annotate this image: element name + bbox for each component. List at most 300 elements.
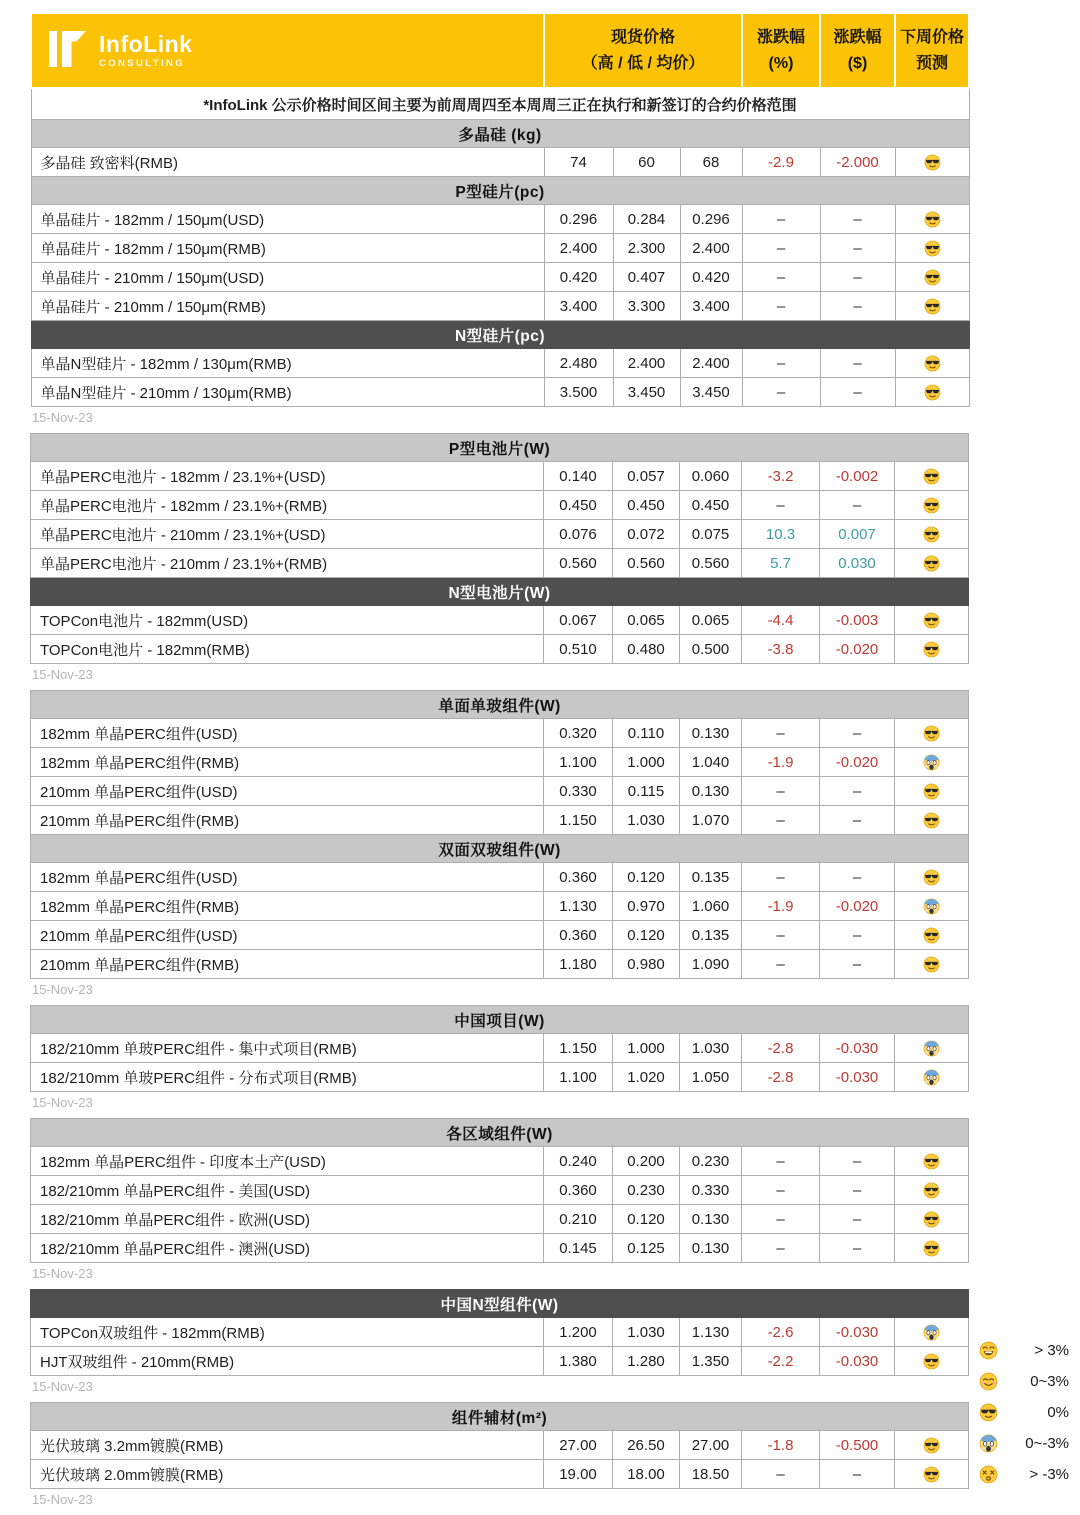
product-name-cell: 182/210mm 单晶PERC组件 - 欧洲(USD): [31, 1205, 544, 1234]
section-header: 中国N型组件(W): [31, 1290, 969, 1318]
avg-price-cell: 2.400: [680, 349, 742, 378]
forecast-cell: [895, 549, 969, 578]
table-row: [31, 635, 969, 664]
product-name-cell: 单晶PERC电池片 - 210mm / 23.1%+(RMB): [31, 549, 544, 578]
avg-price-cell: 1.060: [680, 892, 742, 921]
high-price-cell: 27.00: [544, 1431, 613, 1460]
low-price-cell: 1.000: [613, 748, 680, 777]
change-usd-cell: -0.020: [820, 635, 895, 664]
change-usd-cell: –: [820, 491, 895, 520]
low-price-cell: 0.125: [613, 1234, 680, 1263]
change-pct-cell: –: [742, 719, 820, 748]
forecast-cell: [895, 1176, 969, 1205]
avg-price-cell: 0.420: [680, 263, 742, 292]
change-pct-cell: –: [742, 292, 820, 321]
product-name-cell: 182/210mm 单晶PERC组件 - 澳洲(USD): [31, 1234, 544, 1263]
infolink-logo: [48, 29, 543, 73]
change-usd-cell: –: [820, 263, 895, 292]
table-row: [31, 549, 969, 578]
product-name-cell: 210mm 单晶PERC组件(RMB): [31, 806, 544, 835]
low-price-cell: 0.120: [613, 921, 680, 950]
avg-price-cell: 1.050: [680, 1063, 742, 1092]
sunglasses-face-icon: [923, 468, 940, 485]
avg-price-cell: 0.500: [680, 635, 742, 664]
forecast-legend: [979, 1340, 1069, 1495]
forecast-cell: [895, 1347, 969, 1376]
high-price-cell: 0.296: [544, 205, 613, 234]
change-pct-cell: -2.8: [742, 1063, 820, 1092]
product-name-cell: HJT双玻组件 - 210mm(RMB): [31, 1347, 544, 1376]
sunglasses-face-icon: [923, 812, 940, 829]
forecast-cell: [895, 1205, 969, 1234]
table-row: [31, 148, 969, 177]
low-price-cell: 0.980: [613, 950, 680, 979]
scream-face-icon: [923, 898, 940, 915]
price-block: [30, 1118, 969, 1263]
change-pct-cell: -1.9: [742, 892, 820, 921]
product-name-cell: 182/210mm 单晶PERC组件 - 美国(USD): [31, 1176, 544, 1205]
low-price-cell: 1.030: [613, 806, 680, 835]
product-name-cell: 182mm 单晶PERC组件(RMB): [31, 748, 544, 777]
table-row: [31, 1460, 969, 1489]
change-usd-cell: 0.030: [820, 549, 895, 578]
block-date: 15-Nov-23: [32, 982, 93, 997]
change-usd-cell: 0.007: [820, 520, 895, 549]
forecast-cell: [895, 462, 969, 491]
change-pct-cell: –: [742, 921, 820, 950]
forecast-cell: [895, 1431, 969, 1460]
change-usd-cell: –: [820, 950, 895, 979]
forecast-cell: [895, 892, 969, 921]
low-price-cell: 0.480: [613, 635, 680, 664]
sunglasses-face-icon: [923, 497, 940, 514]
forecast-cell: [895, 777, 969, 806]
column-header-forecast-line2: 预测: [915, 54, 948, 72]
change-usd-cell: –: [820, 349, 895, 378]
column-header-forecast-line1: 下周价格: [899, 28, 964, 46]
high-price-cell: 1.130: [544, 892, 613, 921]
low-price-cell: 0.200: [613, 1147, 680, 1176]
sunglasses-face-icon: [924, 154, 941, 171]
brand-name: InfoLink: [99, 30, 193, 57]
sunglasses-face-icon: [923, 1153, 940, 1170]
block-date: 15-Nov-23: [32, 667, 93, 682]
table-row: [31, 863, 969, 892]
change-pct-cell: –: [742, 263, 820, 292]
low-price-cell: 0.970: [613, 892, 680, 921]
scream-face-icon: [923, 754, 940, 771]
high-price-cell: 0.140: [544, 462, 613, 491]
high-price-cell: 0.076: [544, 520, 613, 549]
table-row: [31, 1431, 969, 1460]
forecast-cell: [895, 806, 969, 835]
table-row: [31, 777, 969, 806]
change-usd-cell: –: [820, 863, 895, 892]
section-header: 各区域组件(W): [31, 1119, 969, 1147]
high-price-cell: 0.210: [544, 1205, 613, 1234]
avg-price-cell: 0.130: [680, 1234, 742, 1263]
change-pct-cell: –: [742, 950, 820, 979]
forecast-cell: [895, 1147, 969, 1176]
column-header-change-pct-line1: 涨跌幅: [756, 28, 805, 46]
avg-price-cell: 0.560: [680, 549, 742, 578]
forecast-cell: [895, 263, 969, 292]
change-pct-cell: –: [742, 1205, 820, 1234]
avg-price-cell: 0.060: [680, 462, 742, 491]
section-header-row: [31, 120, 969, 148]
change-pct-cell: -2.6: [742, 1318, 820, 1347]
high-price-cell: 0.360: [544, 863, 613, 892]
table-row: [31, 806, 969, 835]
column-header-spot-price-line2: （高 / 低 / 均价）: [581, 54, 705, 72]
price-block: [30, 433, 969, 664]
change-usd-cell: -2.000: [820, 148, 895, 177]
sunglasses-face-icon: [924, 211, 941, 228]
change-usd-cell: -0.030: [820, 1063, 895, 1092]
legend-label: > -3%: [1029, 1465, 1069, 1483]
sunglasses-face-icon: [923, 1466, 940, 1483]
table-row: [31, 1205, 969, 1234]
change-pct-cell: -2.9: [742, 148, 820, 177]
low-price-cell: 0.057: [613, 462, 680, 491]
product-name-cell: TOPCon电池片 - 182mm(RMB): [31, 635, 544, 664]
change-pct-cell: -3.8: [742, 635, 820, 664]
table-row: [31, 520, 969, 549]
avg-price-cell: 68: [680, 148, 742, 177]
change-pct-cell: -1.8: [742, 1431, 820, 1460]
table-row: [31, 892, 969, 921]
note-row: [31, 88, 969, 120]
low-price-cell: 0.120: [613, 863, 680, 892]
legend-label: 0%: [1047, 1403, 1069, 1421]
forecast-cell: [895, 921, 969, 950]
section-header: 双面双玻组件(W): [31, 835, 969, 863]
low-price-cell: 3.450: [613, 378, 680, 407]
sunglasses-face-icon: [924, 384, 941, 401]
sunglasses-face-icon: [923, 1211, 940, 1228]
sunglasses-face-icon: [923, 641, 940, 658]
avg-price-cell: 1.040: [680, 748, 742, 777]
change-pct-cell: -1.9: [742, 748, 820, 777]
forecast-cell: [895, 719, 969, 748]
forecast-cell: [895, 1234, 969, 1263]
sunglasses-face-icon: [923, 927, 940, 944]
product-name-cell: 182mm 单晶PERC组件(USD): [31, 719, 544, 748]
high-price-cell: 19.00: [544, 1460, 613, 1489]
low-price-cell: 1.030: [613, 1318, 680, 1347]
low-price-cell: 0.560: [613, 549, 680, 578]
legend-label: 0~3%: [1030, 1372, 1069, 1390]
forecast-cell: [895, 863, 969, 892]
product-name-cell: 单晶PERC电池片 - 210mm / 23.1%+(USD): [31, 520, 544, 549]
avg-price-cell: 0.135: [680, 921, 742, 950]
table-row: [31, 292, 969, 321]
change-usd-cell: –: [820, 921, 895, 950]
forecast-cell: [895, 292, 969, 321]
legend-label: 0~-3%: [1025, 1434, 1069, 1452]
change-usd-cell: –: [820, 1147, 895, 1176]
low-price-cell: 0.120: [613, 1205, 680, 1234]
low-price-cell: 2.400: [613, 349, 680, 378]
high-price-cell: 1.100: [544, 748, 613, 777]
low-price-cell: 0.110: [613, 719, 680, 748]
change-pct-cell: –: [742, 205, 820, 234]
avg-price-cell: 0.075: [680, 520, 742, 549]
sunglasses-face-icon: [923, 725, 940, 742]
sunglasses-face-icon: [924, 355, 941, 372]
high-price-cell: 2.480: [544, 349, 613, 378]
change-pct-cell: –: [742, 378, 820, 407]
column-header-change-pct: [742, 13, 820, 88]
high-price-cell: 0.320: [544, 719, 613, 748]
low-price-cell: 0.450: [613, 491, 680, 520]
section-header: N型电池片(W): [31, 578, 969, 606]
forecast-cell: [895, 1318, 969, 1347]
legend-item: [979, 1402, 1069, 1422]
section-header: 多晶硅 (kg): [31, 120, 969, 148]
product-name-cell: 182/210mm 单玻PERC组件 - 分布式项目(RMB): [31, 1063, 544, 1092]
sunglasses-face-icon: [923, 555, 940, 572]
change-pct-cell: –: [742, 777, 820, 806]
avg-price-cell: 1.130: [680, 1318, 742, 1347]
product-name-cell: 单晶硅片 - 182mm / 150μm(USD): [31, 205, 544, 234]
section-header: 单面单玻组件(W): [31, 691, 969, 719]
low-price-cell: 26.50: [613, 1431, 680, 1460]
block-date: 15-Nov-23: [32, 1266, 93, 1281]
low-price-cell: 2.300: [613, 234, 680, 263]
change-usd-cell: –: [820, 378, 895, 407]
forecast-cell: [895, 635, 969, 664]
column-header-change-pct-line2: (%): [768, 54, 794, 72]
low-price-cell: 1.000: [613, 1034, 680, 1063]
low-price-cell: 60: [613, 148, 680, 177]
forecast-cell: [895, 491, 969, 520]
change-usd-cell: -0.500: [820, 1431, 895, 1460]
forecast-cell: [895, 748, 969, 777]
sunglasses-face-icon: [923, 1353, 940, 1370]
high-price-cell: 0.067: [544, 606, 613, 635]
low-price-cell: 0.115: [613, 777, 680, 806]
avg-price-cell: 0.230: [680, 1147, 742, 1176]
change-usd-cell: -0.020: [820, 748, 895, 777]
high-price-cell: 0.420: [544, 263, 613, 292]
section-header-row: [31, 434, 969, 462]
change-usd-cell: –: [820, 777, 895, 806]
table-row: [31, 1034, 969, 1063]
high-price-cell: 0.360: [544, 1176, 613, 1205]
change-pct-cell: –: [742, 349, 820, 378]
section-header-row: [31, 691, 969, 719]
forecast-cell: [895, 205, 969, 234]
high-price-cell: 3.500: [544, 378, 613, 407]
forecast-cell: [895, 378, 969, 407]
section-header-row: [31, 1119, 969, 1147]
section-header: P型硅片(pc): [31, 177, 969, 205]
product-name-cell: 182mm 单晶PERC组件(RMB): [31, 892, 544, 921]
section-header-row: [31, 1006, 969, 1034]
product-name-cell: 单晶硅片 - 210mm / 150μm(RMB): [31, 292, 544, 321]
product-name-cell: 182/210mm 单玻PERC组件 - 集中式项目(RMB): [31, 1034, 544, 1063]
low-price-cell: 0.230: [613, 1176, 680, 1205]
section-header-row: [31, 578, 969, 606]
forecast-cell: [895, 349, 969, 378]
scream-face-icon: [923, 1040, 940, 1057]
table-row: [31, 606, 969, 635]
table-row: [31, 1147, 969, 1176]
high-price-cell: 0.510: [544, 635, 613, 664]
grin-face-icon: [979, 1341, 998, 1360]
scream-face-icon: [923, 1324, 940, 1341]
avg-price-cell: 1.090: [680, 950, 742, 979]
product-name-cell: TOPCon双玻组件 - 182mm(RMB): [31, 1318, 544, 1347]
forecast-cell: [895, 950, 969, 979]
change-usd-cell: -0.030: [820, 1034, 895, 1063]
change-usd-cell: –: [820, 292, 895, 321]
section-header: 中国项目(W): [31, 1006, 969, 1034]
table-row: [31, 349, 969, 378]
table-row: [31, 205, 969, 234]
high-price-cell: 2.400: [544, 234, 613, 263]
table-header-row: [31, 13, 969, 88]
scream-face-icon: [979, 1434, 998, 1453]
change-pct-cell: –: [742, 863, 820, 892]
avg-price-cell: 0.065: [680, 606, 742, 635]
product-name-cell: TOPCon电池片 - 182mm(USD): [31, 606, 544, 635]
legend-item: [979, 1464, 1069, 1484]
low-price-cell: 1.020: [613, 1063, 680, 1092]
product-name-cell: 单晶硅片 - 182mm / 150μm(RMB): [31, 234, 544, 263]
logo-text: [99, 32, 192, 69]
sunglasses-face-icon: [924, 240, 941, 257]
avg-price-cell: 2.400: [680, 234, 742, 263]
brand-subtitle: CONSULTING: [99, 58, 186, 70]
high-price-cell: 0.360: [544, 921, 613, 950]
change-usd-cell: -0.020: [820, 892, 895, 921]
dizzy-face-icon: [979, 1465, 998, 1484]
table-row: [31, 950, 969, 979]
sunglasses-face-icon: [979, 1403, 998, 1422]
high-price-cell: 0.330: [544, 777, 613, 806]
scream-face-icon: [923, 1069, 940, 1086]
change-pct-cell: –: [742, 806, 820, 835]
high-price-cell: 0.450: [544, 491, 613, 520]
change-usd-cell: –: [820, 1205, 895, 1234]
change-usd-cell: –: [820, 234, 895, 263]
sunglasses-face-icon: [923, 869, 940, 886]
high-price-cell: 3.400: [544, 292, 613, 321]
column-header-change-usd-line2: ($): [847, 54, 868, 72]
sunglasses-face-icon: [924, 269, 941, 286]
product-name-cell: 182mm 单晶PERC组件(USD): [31, 863, 544, 892]
avg-price-cell: 0.130: [680, 1205, 742, 1234]
column-header-change-usd: [820, 13, 895, 88]
price-sheet: [30, 12, 968, 1515]
product-name-cell: 210mm 单晶PERC组件(RMB): [31, 950, 544, 979]
section-header-row: [31, 177, 969, 205]
change-pct-cell: –: [742, 1176, 820, 1205]
avg-price-cell: 3.450: [680, 378, 742, 407]
avg-price-cell: 1.350: [680, 1347, 742, 1376]
avg-price-cell: 0.450: [680, 491, 742, 520]
change-pct-cell: 10.3: [742, 520, 820, 549]
price-note: *InfoLink 公示价格时间区间主要为前周周四至本周周三正在执行和新签订的合约价格范围: [31, 88, 969, 120]
price-block: [30, 12, 970, 407]
change-usd-cell: –: [820, 1460, 895, 1489]
price-block: [30, 690, 969, 979]
product-name-cell: 182mm 单晶PERC组件 - 印度本土产(USD): [31, 1147, 544, 1176]
avg-price-cell: 0.130: [680, 777, 742, 806]
price-block: [30, 1005, 969, 1092]
change-pct-cell: 5.7: [742, 549, 820, 578]
high-price-cell: 0.560: [544, 549, 613, 578]
avg-price-cell: 1.070: [680, 806, 742, 835]
low-price-cell: 18.00: [613, 1460, 680, 1489]
product-name-cell: 单晶PERC电池片 - 182mm / 23.1%+(RMB): [31, 491, 544, 520]
legend-label: > 3%: [1034, 1341, 1069, 1359]
table-row: [31, 1347, 969, 1376]
product-name-cell: 单晶N型硅片 - 182mm / 130μm(RMB): [31, 349, 544, 378]
forecast-cell: [895, 1460, 969, 1489]
change-usd-cell: –: [820, 806, 895, 835]
high-price-cell: 1.200: [544, 1318, 613, 1347]
column-header-spot-price: [544, 13, 742, 88]
product-name-cell: 210mm 单晶PERC组件(USD): [31, 921, 544, 950]
infolink-logo-icon: [48, 29, 88, 73]
avg-price-cell: 0.130: [680, 719, 742, 748]
section-header-row: [31, 321, 969, 349]
table-row: [31, 491, 969, 520]
forecast-cell: [895, 606, 969, 635]
column-header-forecast: [895, 13, 969, 88]
avg-price-cell: 0.135: [680, 863, 742, 892]
sunglasses-face-icon: [923, 612, 940, 629]
table-row: [31, 378, 969, 407]
change-usd-cell: -0.030: [820, 1347, 895, 1376]
low-price-cell: 0.065: [613, 606, 680, 635]
change-pct-cell: –: [742, 1460, 820, 1489]
smile-face-icon: [979, 1372, 998, 1391]
table-row: [31, 263, 969, 292]
column-header-spot-price-line1: 现货价格: [610, 28, 675, 46]
product-name-cell: 多晶硅 致密料(RMB): [31, 148, 544, 177]
avg-price-cell: 3.400: [680, 292, 742, 321]
sunglasses-face-icon: [924, 298, 941, 315]
sunglasses-face-icon: [923, 1240, 940, 1257]
product-name-cell: 单晶N型硅片 - 210mm / 130μm(RMB): [31, 378, 544, 407]
block-date: 15-Nov-23: [32, 1492, 93, 1507]
sunglasses-face-icon: [923, 526, 940, 543]
sunglasses-face-icon: [923, 1437, 940, 1454]
table-row: [31, 1176, 969, 1205]
change-usd-cell: -0.002: [820, 462, 895, 491]
table-row: [31, 234, 969, 263]
section-header: N型硅片(pc): [31, 321, 969, 349]
low-price-cell: 0.407: [613, 263, 680, 292]
forecast-cell: [895, 1034, 969, 1063]
high-price-cell: 1.100: [544, 1063, 613, 1092]
low-price-cell: 0.284: [613, 205, 680, 234]
high-price-cell: 1.150: [544, 806, 613, 835]
avg-price-cell: 0.330: [680, 1176, 742, 1205]
section-header: P型电池片(W): [31, 434, 969, 462]
change-pct-cell: –: [742, 1234, 820, 1263]
forecast-cell: [895, 1063, 969, 1092]
table-row: [31, 1063, 969, 1092]
change-pct-cell: –: [742, 234, 820, 263]
legend-item: [979, 1433, 1069, 1453]
column-header-change-usd-line1: 涨跌幅: [833, 28, 882, 46]
section-header: 组件辅材(m²): [31, 1403, 969, 1431]
